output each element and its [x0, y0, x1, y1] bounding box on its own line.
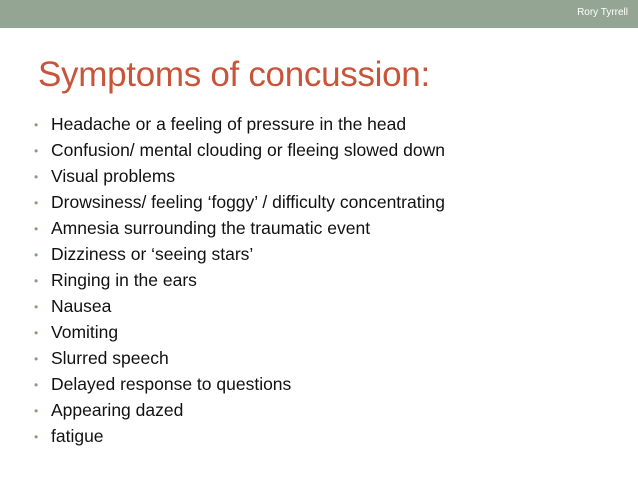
- list-item-text: Headache or a feeling of pressure in the head: [51, 114, 407, 134]
- header-bar: [0, 0, 638, 28]
- list-item-text: Amnesia surrounding the traumatic event: [51, 218, 371, 238]
- list-item: [34, 218, 445, 244]
- bullet-icon: •: [34, 144, 39, 158]
- list-item: [34, 374, 445, 400]
- list-item-text: Drowsiness/ feeling ‘foggy’ / difficulty concentrating: [51, 192, 445, 212]
- list-item-text: fatigue: [51, 426, 104, 446]
- bullet-icon: •: [34, 352, 39, 366]
- list-item: [34, 192, 445, 218]
- list-item-text: Vomiting: [51, 322, 119, 342]
- bullet-icon: •: [34, 430, 39, 444]
- list-item-text: Confusion/ mental clouding or fleeing slowed down: [51, 140, 445, 160]
- bullet-icon: •: [34, 248, 39, 262]
- list-item-text: Delayed response to questions: [51, 374, 292, 394]
- bullet-icon: •: [34, 274, 39, 288]
- list-item: [34, 426, 445, 452]
- list-item: [34, 296, 445, 322]
- list-item-text: Visual problems: [51, 166, 176, 186]
- bullet-icon: •: [34, 404, 39, 418]
- list-item-text: Ringing in the ears: [51, 270, 197, 290]
- bullet-icon: •: [34, 300, 39, 314]
- bullet-icon: •: [34, 326, 39, 340]
- list-item-text: Appearing dazed: [51, 400, 184, 420]
- list-item-text: Slurred speech: [51, 348, 169, 368]
- list-item: [34, 322, 445, 348]
- symptom-list: [34, 114, 445, 452]
- slide-title: Symptoms of concussion:: [38, 55, 430, 94]
- list-item: [34, 270, 445, 296]
- list-item: [34, 166, 445, 192]
- bullet-icon: •: [34, 222, 39, 236]
- list-item-text: Dizziness or ‘seeing stars’: [51, 244, 254, 264]
- list-item: [34, 400, 445, 426]
- bullet-icon: •: [34, 196, 39, 210]
- author-name: Rory Tyrrell: [577, 7, 628, 18]
- bullet-icon: •: [34, 170, 39, 184]
- bullet-icon: •: [34, 378, 39, 392]
- list-item: [34, 348, 445, 374]
- list-item-text: Nausea: [51, 296, 112, 316]
- list-item: [34, 114, 445, 140]
- list-item: [34, 140, 445, 166]
- bullet-icon: •: [34, 118, 39, 132]
- list-item: [34, 244, 445, 270]
